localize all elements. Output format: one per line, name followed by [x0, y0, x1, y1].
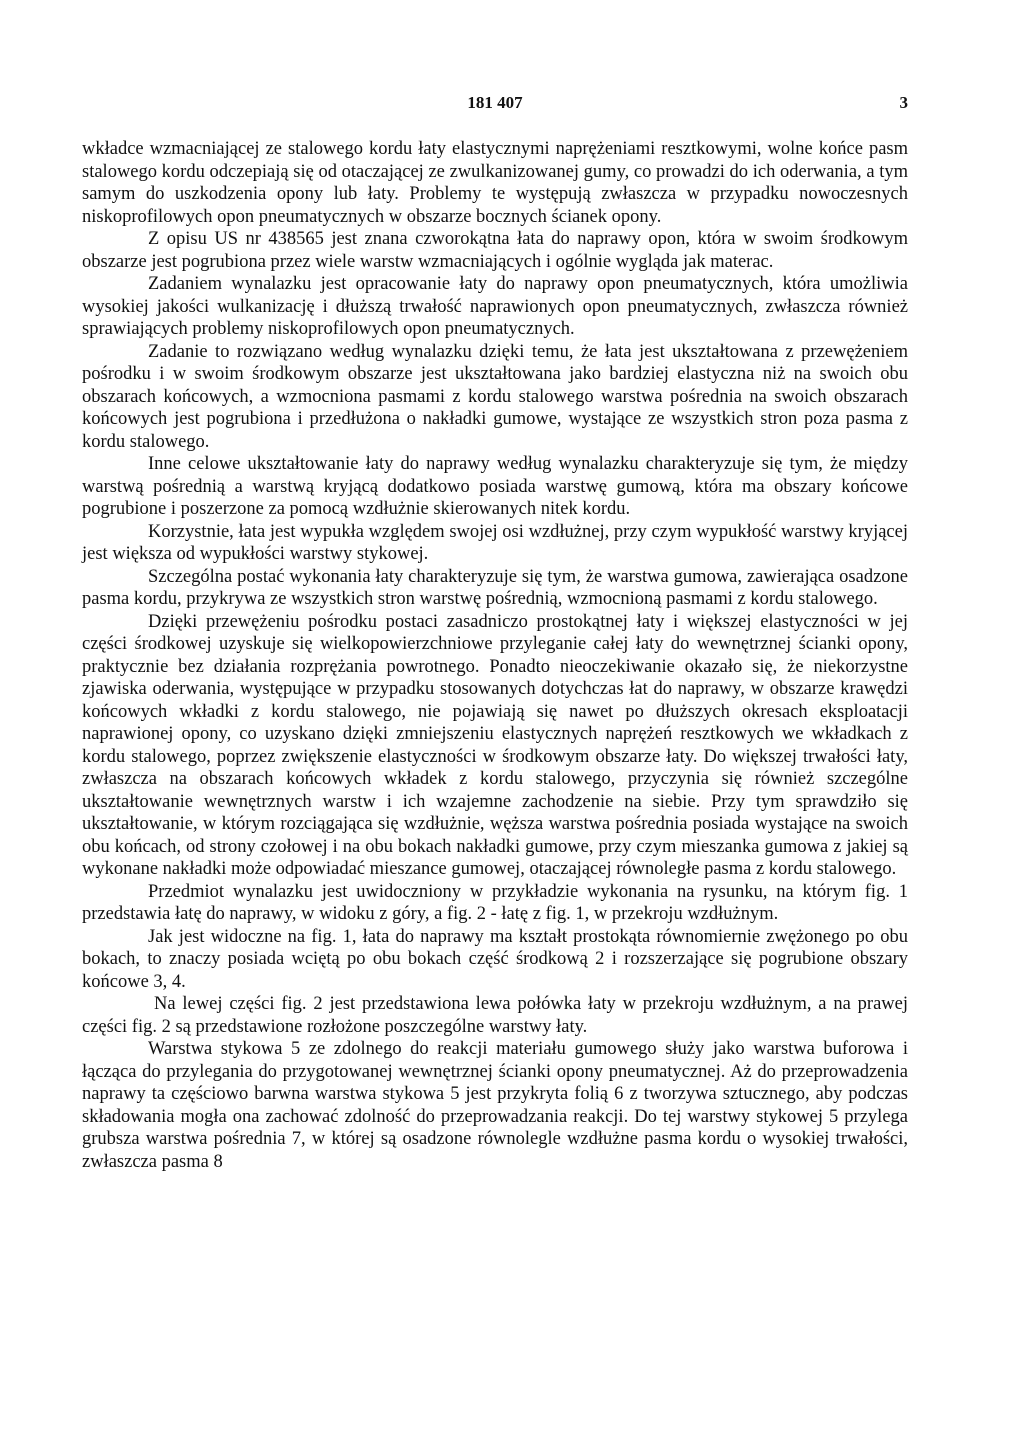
document-number: 181 407 — [467, 93, 523, 112]
paragraph-solution: Zadanie to rozwiązano według wynalazku dzięki temu, że łata jest ukształtowana z przewężeniem pośrodku i w swoim środkowym obszarze jest ukształtowana jako bardziej elastyczna niż na swoich obu obszarach końcowych, a wzmocniona pasmami z kordu stalowego warstwa pośrednia na swoich obszarach końcowych jest pogrubiona i przedłużona o nakładki gumowe, wystające ze wszystkich stron poza pasma z kordu stalowego. — [82, 341, 908, 452]
paragraph-contact-layer: Warstwa stykowa 5 ze zdolnego do reakcji materiału gumowego służy jako warstwa buforowa i łącząca do przylegania do przygotowanej wewnętrznej ścianki opony pneumatycznej. Aż do przeprowadzenia naprawy ta częściowo barwna warstwa stykowa 5 jest przykryta folią 6 z tworzywa sztucznego, aby podczas składowania mogła ona zachować zdolność do przeprowadzania reakcji. Do tej warstwy stykowej 5 przylega grubsza warstwa pośrednia 7, w której są osadzone równolegle wzdłużne pasma kordu o wysokiej trwałości, zwłaszcza pasma 8 — [82, 1039, 908, 1172]
page-number: 3 — [899, 93, 908, 112]
paragraph-prior-art: Z opisu US nr 438565 jest znana czworokątna łata do naprawy opon, która w swoim środkowym obszarze jest pogrubiona przez wiele warstw wzmacniających i ogólnie wygląda jak materac. — [82, 229, 908, 272]
paragraph-objective: Zadaniem wynalazku jest opracowanie łaty do naprawy opon pneumatycznych, która umożliwia wysokiej jakości wulkanizację i dłuższą trwałość naprawionych opon pneumatycznych, zwłaszcza również sprawiających problemy niskoprofilowych opon pneumatycznych. — [82, 274, 908, 339]
paragraph-embodiment-rubber-layer: Inne celowe ukształtowanie łaty do naprawy według wynalazku charakteryzuje się tym, że między warstwą pośrednią a warstwą kryjącą dodatkowo posiada warstwę gumową, która ma obszary końcowe pogrubione i poszerzone za pomocą wzdłużnie skierowanych nitek kordu. — [82, 454, 908, 519]
document-page — [82, 92, 908, 1173]
paragraph-convexity: Korzystnie, łata jest wypukła względem swojej osi wzdłużnej, przy czym wypukłość warstwy kryjącej jest większa od wypukłości warstwy stykowej. — [82, 521, 908, 564]
page-header — [82, 92, 908, 122]
paragraph-advantages: Dzięki przewężeniu pośrodku postaci zasadniczo prostokątnej łaty i większej elastyczności w jej części środkowej uzyskuje się wielkopowierzchniowe przyleganie całej łaty do wewnętrznej ścianki opony, praktycznie bez działania rozprężania powrotnego. Ponadto nieoczekiwanie okazało się, że niekorzystne zjawiska oderwania, występujące w przypadku stosowanych dotychczas łat do naprawy, w obszarze krawędzi końcowych wkładki z kordu stalowego, nie pojawiają się nawet po dłuższych okresach eksploatacji naprawionej opony, co uzyskano dzięki zmniejszeniu elastycznych naprężeń resztkowych we wkładkach z kordu stalowego, poprzez zwiększenie elastyczności w środkowym obszarze łaty. Do większej trwałości łaty, zwłaszcza na obszarach końcowych wkładek z kordu stalowego, przyczynia się również szczególne ukształtowanie wewnętrznych warstw i ich wzajemne zachodzenie na siebie. Przy tym sprawdziło się ukształtowanie, w którym rozciągająca się wzdłużnie, węższa warstwa pośrednia posiada wystające na swoich obu końcach, od strony czołowej i na obu bokach nakładki gumowe, przy czym mieszanka gumowa z jakiej są wykonane nakładki może odpowiadać mieszance gumowej, otaczającej równoległe pasma z kordu stalowego. — [82, 611, 908, 879]
paragraph-continuation: wkładce wzmacniającej ze stalowego kordu łaty elastycznymi naprężeniami resztkowymi, wolne końce pasm stalowego kordu odczepiają się od otaczającej ze zwulkanizowanej gumy, co prowadzi do ich oderwania, a tym samym do uszkodzenia opony lub łaty. Problemy te występują zwłaszcza w przypadku nowoczesnych niskoprofilowych opon pneumatycznych w obszarze bocznych ścianek opony. — [82, 139, 908, 227]
paragraph-fig2: Na lewej części fig. 2 jest przedstawiona lewa połówka łaty w przekroju wzdłużnym, a na prawej części fig. 2 są przedstawione rozłożone poszczególne warstwy łaty. — [82, 994, 908, 1037]
paragraph-fig1: Jak jest widoczne na fig. 1, łata do naprawy ma kształt prostokąta równomiernie zwężonego po obu bokach, to znaczy posiada wciętą po obu bokach część środkową 2 i rozszerzające się pogrubione obszary końcowe 3, 4. — [82, 926, 908, 992]
paragraph-special-embodiment: Szczególna postać wykonania łaty charakteryzuje się tym, że warstwa gumowa, zawierająca osadzone pasma kordu, przykrywa ze wszystkich stron warstwę pośrednią, wzmocnioną pasmami z kordu stalowego. — [82, 566, 908, 609]
paragraph-drawing-description: Przedmiot wynalazku jest uwidoczniony w przykładzie wykonania na rysunku, na którym fig. 1 przedstawia łatę do naprawy, w widoku z góry, a fig. 2 - łatę z fig. 1, w przekroju wzdłużnym. — [82, 881, 908, 924]
